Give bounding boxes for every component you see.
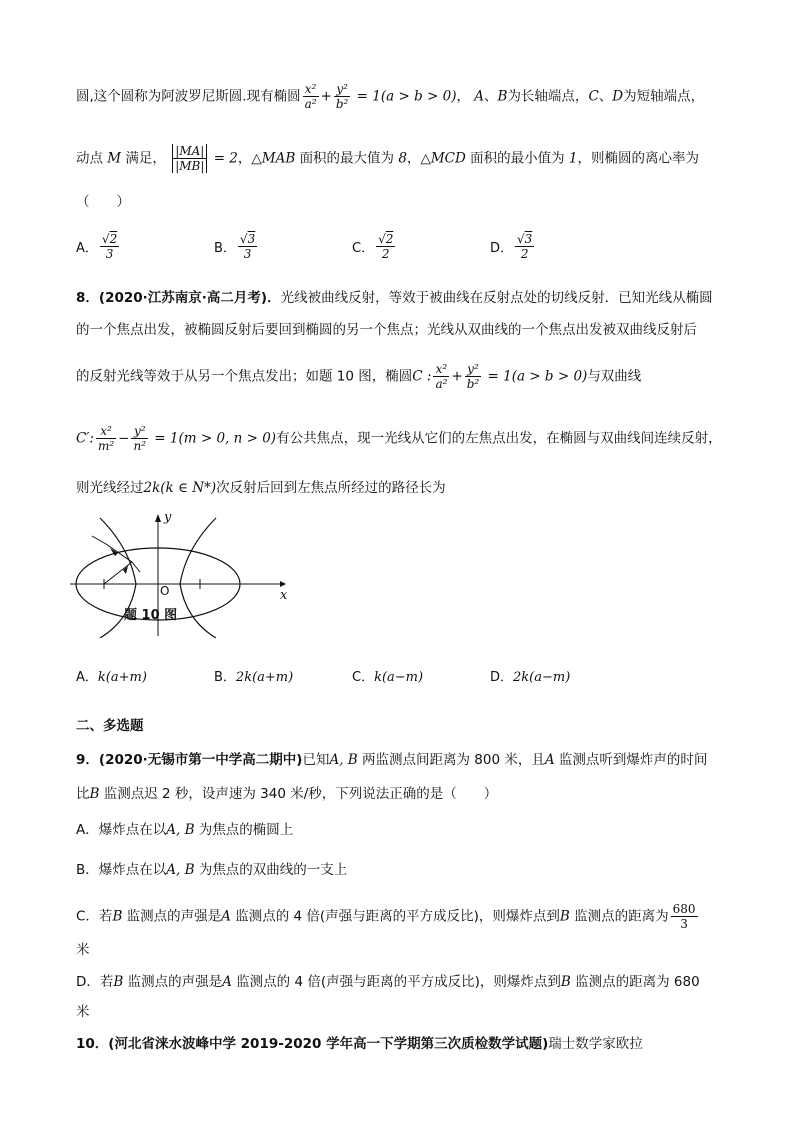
text: 监测点听到爆炸声的时间 [558, 752, 708, 768]
text: 两监测点间距离为 800 米，且 [361, 752, 545, 768]
text: 瑞士数学家欧拉 [548, 1036, 643, 1052]
q9-line-1: 9．(2020·无锡市第一中学高二期中)已知A, B 两监测点间距离为 800 米，且A 监测点听到爆炸声的时间 [76, 752, 708, 768]
text: 光线被曲线反射，等效于被曲线在反射点处的切线反射．已知光线从椭圆 [280, 290, 713, 306]
fraction: $\frac{√3}{3}$ [239, 232, 256, 261]
text: 监测点的 4 倍(声强与距离的平方成反比)，则爆炸点到 [236, 974, 561, 990]
text: D．若 [76, 974, 114, 990]
q10-line-1 [76, 1034, 643, 1054]
text: 、 [484, 88, 498, 105]
fraction: $\frac{\text{x²}}{\text{m²}}$ [97, 424, 115, 453]
q7-option-d [490, 232, 536, 261]
fig-y-label: y [164, 510, 172, 525]
fig-x-label: x [280, 588, 288, 603]
text: 为焦点的椭圆上 [198, 822, 294, 838]
q9-option-b: B．爆炸点在以A, B 为焦点的双曲线的一支上 [76, 862, 348, 878]
text: ， [406, 150, 421, 167]
intro-line-2: 动点 M 满足， $\frac{|MA|}{|MB|}$ = 2，△MAB 面积的最大值为 8，△MCD 面积的最小值为 1，则椭圆的离心率为 [76, 144, 699, 173]
text: 与双曲线 [587, 368, 642, 385]
denominator: 3 [680, 917, 688, 931]
question-title: 8．(2020·江苏南京·高二月考)． [76, 290, 281, 306]
fraction: $\frac{√3}{2}$ [517, 232, 533, 261]
text: 面积的最大值为 [299, 150, 395, 167]
fraction [671, 902, 698, 931]
text: 监测点的距离为 680 [575, 974, 700, 990]
text: 面积的最小值为 [470, 150, 565, 167]
text: 、 [598, 88, 613, 105]
q9-option-d-unit: 米 [76, 1004, 90, 1020]
q7-option-a [76, 232, 121, 261]
q7-option-b [214, 232, 259, 261]
label: C． [352, 670, 375, 685]
text: 比 [76, 786, 90, 802]
intro-line-1: 圆,这个圆称为阿波罗尼斯圆.现有椭圆 $\frac{\text{x²}}{\text{a²}}$ + $\frac{\text{y²}}{\text{b²}}$ = 1(a > b > 0)， A、B为长轴端点，C、D为短轴端点， [76, 82, 705, 111]
text: 监测点的声强是 [126, 908, 222, 925]
text: 有公共焦点，现一光线从它们的左焦点出发，在椭圆与双曲线间连续反射， [276, 430, 722, 447]
q8-option-b [214, 666, 293, 685]
y-axis-arrow [155, 514, 161, 522]
q8-line-1 [76, 288, 713, 308]
question-title: 10．(河北省涞水波峰中学 2019-2020 学年高一下学期第三次质检数学试题) [76, 1036, 549, 1052]
q8-line-2: 的一个焦点出发，被椭圆反射后要回到椭圆的另一个焦点；光线从双曲线的一个焦点出发被双曲线反射后 [76, 322, 697, 338]
expr: k(a−m) [374, 670, 424, 685]
question-title: 9．(2020·无锡市第一中学高二期中) [76, 752, 303, 768]
text: A．爆炸点在以 [76, 822, 167, 838]
fraction: $\frac{√2}{3}$ [101, 232, 118, 261]
text: 监测点的 4 倍(声强与距离的平方成反比)，则爆炸点到 [235, 908, 560, 925]
fig-origin-label: O [160, 584, 170, 598]
label: D． [490, 241, 514, 256]
label: C． [352, 241, 375, 256]
fraction: $\frac{\text{y²}}{\text{n²}}$ [133, 424, 147, 453]
fraction: $\frac{\text{x²}}{\text{a²}}$ [435, 362, 448, 391]
label: A． [76, 670, 98, 685]
fraction: $\frac{\text{x²}}{\text{a²}}$ [304, 82, 317, 111]
light-ray-3 [92, 536, 106, 544]
text: 监测点的声强是 [127, 974, 223, 990]
text: 监测点迟 2 秒，设声速为 340 米/秒，下列说法正确的是（ ） [103, 786, 498, 802]
q8-option-d [490, 666, 570, 685]
q9-option-a: A．爆炸点在以A, B 为焦点的椭圆上 [76, 822, 294, 838]
fraction: $\frac{√2}{2}$ [378, 232, 394, 261]
text: 的反射光线等效于从另一个焦点发出；如题 10 图，椭圆 [76, 368, 413, 385]
q9-option-c-unit: 米 [76, 942, 90, 958]
label: D． [490, 670, 514, 685]
text: B．爆炸点在以 [76, 862, 167, 878]
q9-option-c: C．若B 监测点的声强是A 监测点的 4 倍(声强与距离的平方成反比)，则爆炸点到B 监测点的距离为 $\frac{680}{3}$ [76, 902, 696, 931]
text: ， [456, 88, 470, 105]
label: A． [76, 241, 98, 256]
text: 已知 [302, 752, 330, 768]
label: B． [214, 670, 236, 685]
text: 满足， [125, 150, 166, 167]
label: B． [214, 241, 236, 256]
text: 次反射后回到左焦点所经过的路径长为 [216, 480, 446, 496]
text: 为短轴端点， [623, 88, 705, 105]
q8-line-5: 则光线经过2k(k ∈ N*)次反射后回到左焦点所经过的路径长为 [76, 480, 446, 496]
figure-caption: 题 10 图 [124, 608, 178, 623]
text: C．若 [76, 908, 113, 925]
text: ，则椭圆的离心率为 [577, 150, 699, 167]
q7-option-c [352, 232, 397, 261]
fraction: $\frac{\text{y²}}{\text{b²}}$ [466, 362, 480, 391]
numerator: 680 [672, 902, 696, 916]
text: 则光线经过 [76, 480, 144, 496]
text: 为焦点的双曲线的一支上 [198, 862, 348, 878]
text: 为长轴端点， [507, 88, 589, 105]
ellipse-hyperbola-diagram [70, 508, 300, 638]
q8-line-3: 的反射光线等效于从另一个焦点发出；如题 10 图，椭圆C : $\frac{\text{x²}}{\text{a²}}$ + $\frac{\text{y²}}{\text{b²}}$ = 1(a > b > 0)与双曲线 [76, 362, 642, 391]
fraction: $\frac{\text{y²}}{\text{b²}}$ [335, 82, 349, 111]
q8-option-a [76, 666, 147, 685]
text: ， [237, 150, 252, 167]
light-ray-1 [104, 562, 132, 584]
q8-figure [70, 508, 300, 638]
q9-line-2: 比B 监测点迟 2 秒，设声速为 340 米/秒，下列说法正确的是（ ） [76, 786, 498, 802]
answer-paren: （ ） [76, 194, 130, 210]
text: 动点 [76, 150, 103, 167]
q9-option-d: D．若B 监测点的声强是A 监测点的 4 倍(声强与距离的平方成反比)，则爆炸点到B 监测点的距离为 680 [76, 974, 700, 990]
q8-line-4: C′: $\frac{\text{x²}}{\text{m²}}$ − $\frac{\text{y²}}{\text{n²}}$ = 1(m > 0, n > 0)有公共焦点，现一光线从它们的左焦点出发，在椭圆与双曲线间连续反射， [76, 424, 722, 453]
expr: 2k(a+m) [235, 670, 294, 685]
expr: 2k(a−m) [513, 670, 571, 685]
text: 监测点的距离为 [574, 908, 669, 925]
light-ray-2 [106, 544, 132, 562]
section-heading: 二、多选题 [76, 718, 144, 734]
q8-option-c [352, 666, 423, 685]
expr: k(a+m) [97, 670, 147, 685]
ratio-fraction: $\frac{|MA|}{|MB|}$ [172, 144, 207, 173]
x-axis-arrow [280, 581, 286, 587]
hyperbola-right-branch [180, 518, 216, 638]
text: 圆,这个圆称为阿波罗尼斯圆.现有椭圆 [76, 88, 301, 105]
